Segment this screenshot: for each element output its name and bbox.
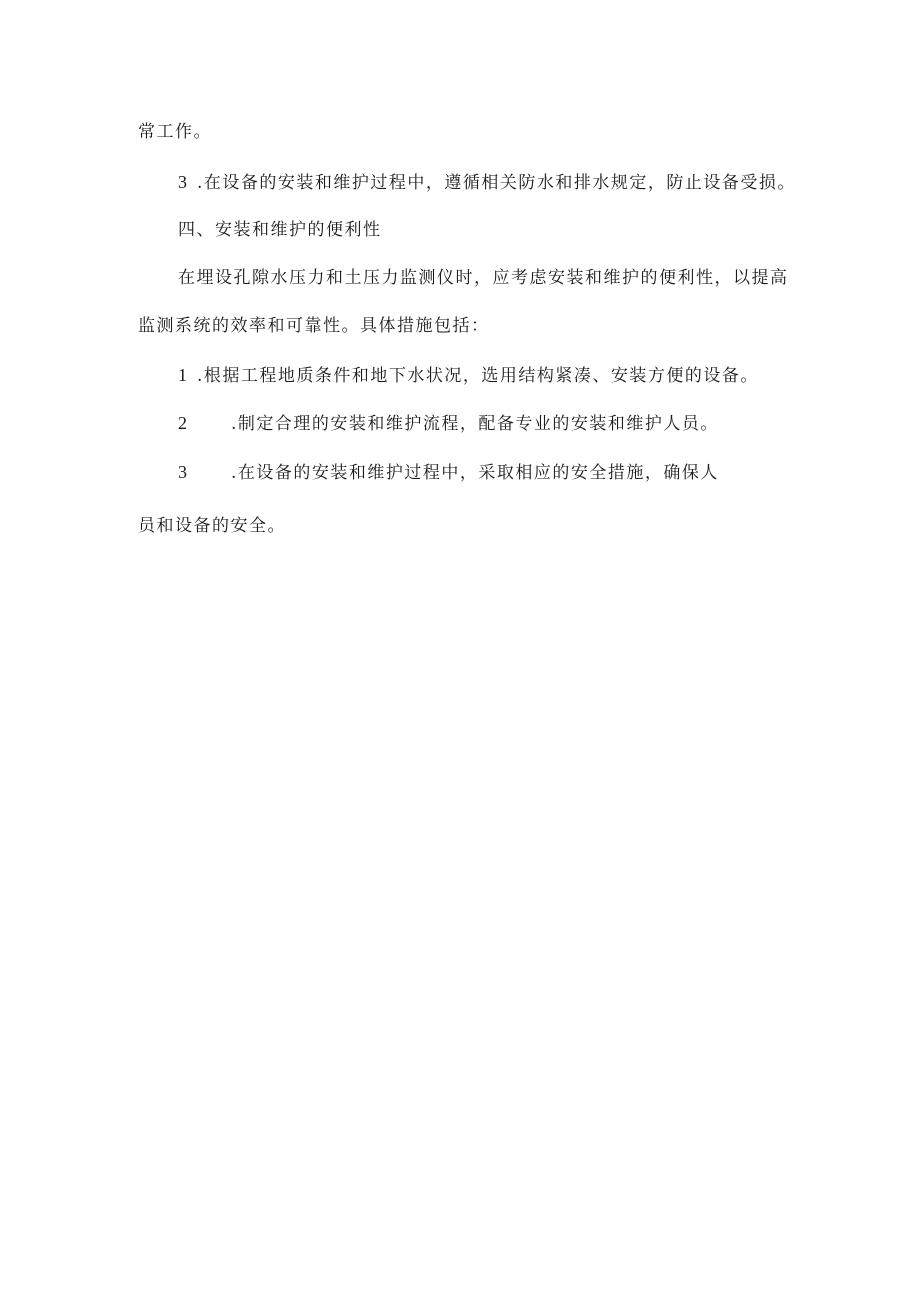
list-number: 3 (178, 172, 187, 192)
list-item-text: .制定合理的安装和维护流程，配备专业的安装和维护人员。 (231, 414, 719, 434)
section-heading (178, 218, 382, 242)
list-item-1 (178, 363, 759, 388)
list-item-3 (178, 460, 719, 485)
line-text: 在埋设孔隙水压力和土压力监测仪时，应考虑安装和维护的便利性，以提高 (178, 268, 789, 288)
paragraph-line (178, 266, 789, 290)
list-number: 2 (178, 413, 187, 433)
paragraph-continuation (138, 120, 212, 144)
list-item-text: .在设备的安装和维护过程中，遵循相关防水和排水规定，防止设备受损。 (197, 173, 796, 193)
list-item-3 (178, 170, 796, 195)
line-text: 常工作。 (138, 122, 212, 142)
list-item-text: .根据工程地质条件和地下水状况，选用结构紧凑、安装方便的设备。 (197, 366, 759, 386)
paragraph-continuation (138, 514, 286, 538)
list-number: 3 (178, 462, 187, 482)
line-text: 监测系统的效率和可靠性。具体措施包括： (138, 316, 490, 336)
section-heading-text: 四、安装和维护的便利性 (178, 220, 382, 240)
list-number: 1 (178, 365, 187, 385)
paragraph-line (138, 314, 490, 338)
list-item-text: .在设备的安装和维护过程中，采取相应的安全措施，确保人 (231, 463, 719, 483)
list-item-2 (178, 411, 719, 436)
line-text: 员和设备的安全。 (138, 516, 286, 536)
